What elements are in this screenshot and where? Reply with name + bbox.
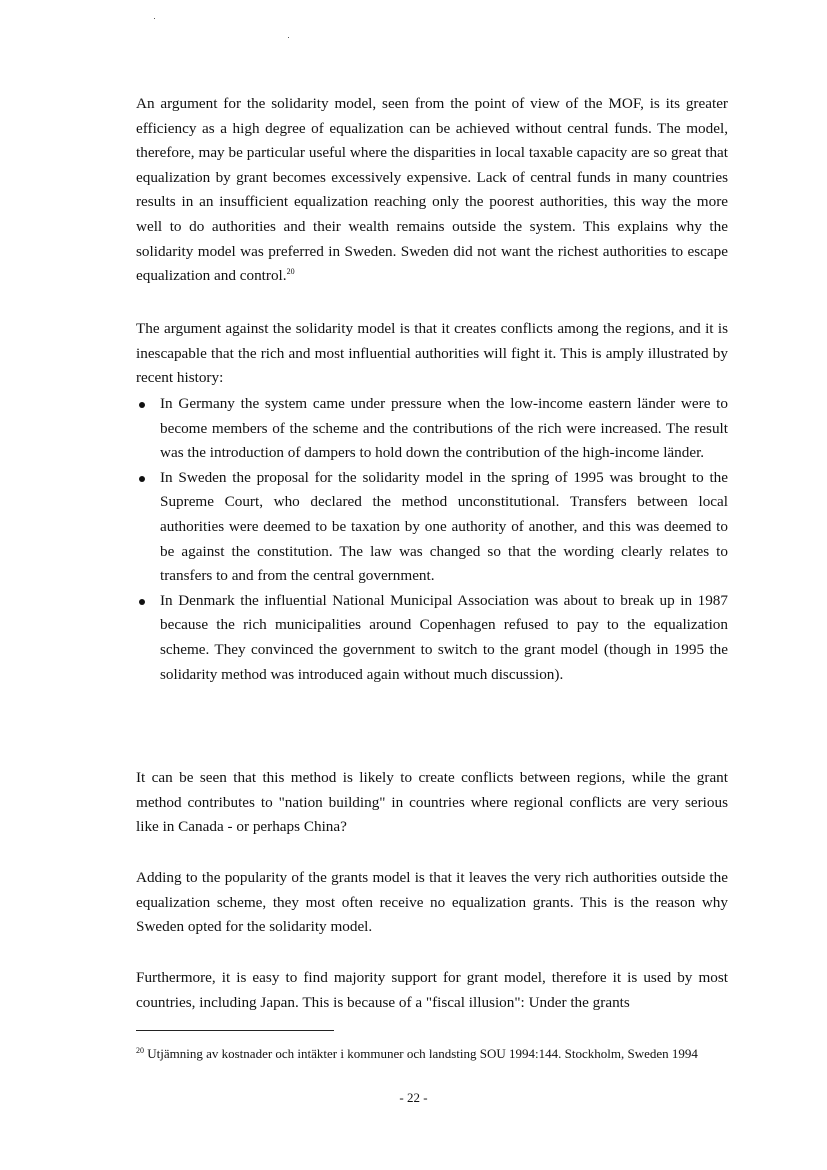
list-item-sweden <box>136 466 728 589</box>
list-item-germany <box>136 392 728 466</box>
footnote-text: Utjämning av kostnader och intäkter i kommuner och landsting SOU 1994:144. Stockholm, Sweden 1994 <box>147 1046 698 1061</box>
footnote-reference: 20 <box>286 267 295 277</box>
paragraph-text: The argument against the solidarity model is that it creates conflicts among the regions, and it is inescapable that the rich and most influential authorities will fight it. This is amply illustrated by recent history: <box>136 320 728 387</box>
footnote-divider <box>136 1030 334 1031</box>
list-item-text: In Denmark the influential National Municipal Association was about to break up in 1987 because the rich municipalities around Copenhagen refused to pay to the equalization scheme. They convinced the government to switch to the grant model (though in 1995 the solidarity method was introduced again without much discussion). <box>160 591 728 683</box>
paragraph-grants-popularity <box>136 866 728 940</box>
paragraph-text: An argument for the solidarity model, seen from the point of view of the MOF, is its greater efficiency as a high degree of equalization can be achieved without central funds. The model, therefore, may be particular useful where the disparities in local taxable capacity are so great that equalization by grant becomes excessively expensive. Lack of central funds in many countries results in an insufficient equalization reaching only the poorest authorities, this way the more well to do authorities and their wealth remains outside the system. This explains why the solidarity model was preferred in Sweden. Sweden did not want the richest authorities to escape equalization and control. <box>136 95 728 285</box>
bullet-icon <box>139 599 145 605</box>
footnote <box>136 1042 728 1066</box>
paragraph-conflicts <box>136 766 728 840</box>
scan-speck <box>288 37 289 38</box>
list-item-text: In Sweden the proposal for the solidarity model in the spring of 1995 was brought to the Supreme Court, who declared the method unconstitutional. Transfers between local authorities were deemed to be taxation by one authority of another, and this was deemed to be against the constitution. The law was changed so that the wording clearly relates to transfers to and from the central government. <box>160 468 728 585</box>
paragraph-argument-against <box>136 317 728 391</box>
page-number: - 22 - <box>399 1090 428 1105</box>
bullet-list-examples <box>136 392 728 687</box>
list-item-text: In Germany the system came under pressure when the low-income eastern länder were to become members of the scheme and the contributions of the rich were increased. The result was the introduction of dampers to hold down the contribution of the high-income länder. <box>160 395 728 462</box>
paragraph-majority-support <box>136 966 728 1015</box>
scan-speck <box>154 18 155 19</box>
paragraph-text: Adding to the popularity of the grants model is that it leaves the very rich authorities outside the equalization scheme, they most often receive no equalization grants. This is the reason why Sweden opted for the solidarity model. <box>136 869 728 936</box>
paragraph-text: Furthermore, it is easy to find majority support for grant model, therefore it is used by most countries, including Japan. This is because of a "fiscal illusion": Under the grants <box>136 969 728 1011</box>
list-item-denmark <box>136 589 728 687</box>
bullet-icon <box>139 476 145 482</box>
paragraph-solidarity-efficiency <box>136 92 728 289</box>
bullet-icon <box>139 402 145 408</box>
paragraph-text: It can be seen that this method is likely to create conflicts between regions, while the grant method contributes to "nation building" in countries where regional conflicts are very serious like in Canada - or perhaps China? <box>136 769 728 836</box>
footnote-number: 20 <box>136 1046 144 1055</box>
